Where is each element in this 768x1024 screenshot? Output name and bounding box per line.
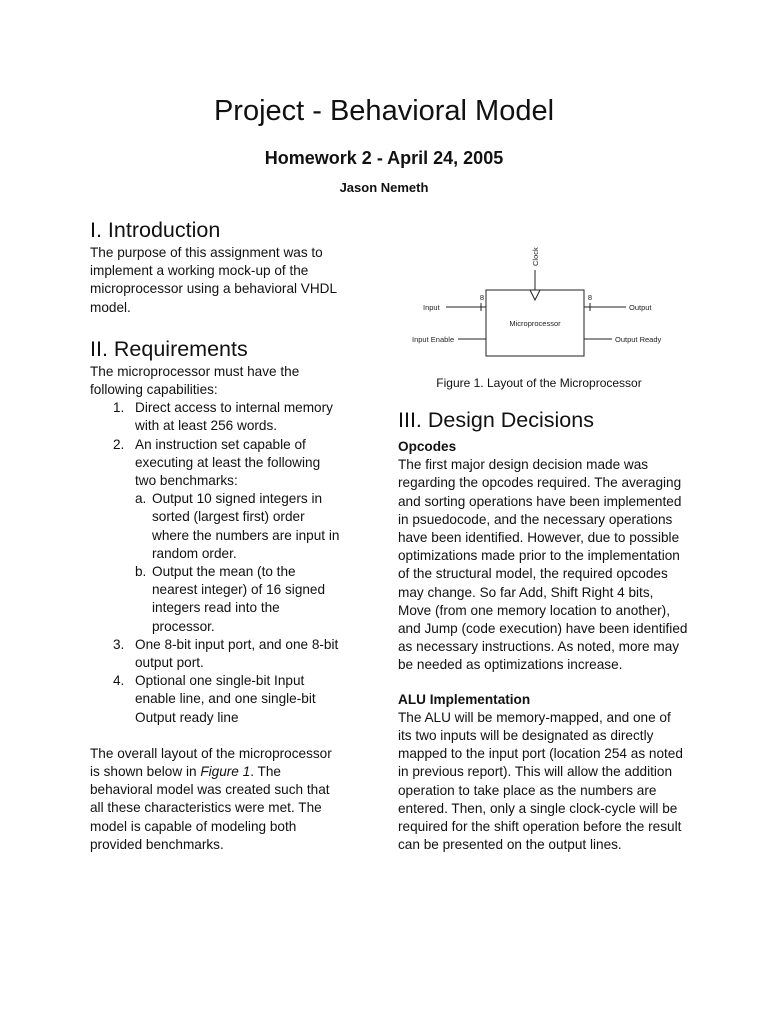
author-name: Jason Nemeth bbox=[339, 180, 429, 195]
intro-heading: I. Introduction bbox=[90, 218, 221, 242]
requirements-lead: The microprocessor must have the following capabilities: bbox=[90, 363, 300, 398]
figure-reference: Figure 1 bbox=[200, 764, 251, 780]
requirements-heading: II. Requirements bbox=[90, 336, 248, 361]
left-column bbox=[90, 216, 340, 854]
alu-text: The ALU will be memory-mapped, and one of its two inputs will be designated as directly mapped to the input port (location 254 as noted in previous report). This will allow the addition operation to take place as the numbers are entered. Then, only a single clock-cycle will be required for the shift operation before the result can be presented on the output lines. bbox=[398, 709, 683, 853]
list-item: a. Output 10 signed integers in sorted (largest first) order where the numbers are input in random order. bbox=[135, 491, 340, 561]
opcodes-text: The first major design decision made was regarding the opcodes required. The averaging and sorting operations have been implemented in psuedocode, and the necessary operations have been identified. However, due to possible optimizations made prior to the implementation of the structural model, the required opcodes may change. So far Add, Shift Right 4 bits, Move (from one memory location to another), and Jump (code execution) have been identified as necessary instructions. As noted, more may be needed as optimizations increase. bbox=[398, 457, 688, 673]
clock-label: Clock bbox=[531, 247, 540, 266]
input-label: Input bbox=[423, 303, 440, 312]
input-enable-label: Input Enable bbox=[412, 335, 455, 344]
document-title: Project - Behavioral Model bbox=[213, 95, 555, 127]
list-item: 1. Direct access to internal memory with at least 256 words. bbox=[113, 400, 333, 434]
alu-heading: ALU Implementation bbox=[398, 691, 531, 707]
output-bus-width: 8 bbox=[587, 293, 593, 302]
list-item: b. Output the mean (to the nearest integer) of 16 signed integers read into the processor. bbox=[135, 564, 326, 634]
requirements-list bbox=[90, 399, 340, 727]
output-label: Output bbox=[629, 303, 652, 312]
document-subtitle: Homework 2 - April 24, 2005 bbox=[264, 148, 504, 168]
list-item: 2. An instruction set capable of executing at least the following two benchmarks: bbox=[113, 436, 321, 489]
microprocessor-diagram bbox=[398, 240, 688, 390]
output-ready-label: Output Ready bbox=[615, 335, 662, 344]
overall-layout-text: The overall layout of the microprocessor is shown below in Figure 1. The behavioral model was created such that all these characteristics were met. The model is capable of modeling both provided benchmarks. bbox=[90, 745, 332, 852]
design-heading: III. Design Decisions bbox=[398, 408, 594, 432]
diagram-svg bbox=[398, 240, 688, 370]
opcodes-heading: Opcodes bbox=[398, 439, 457, 454]
right-column bbox=[398, 240, 688, 854]
input-bus-width: 8 bbox=[479, 293, 485, 302]
block-label: Microprocessor bbox=[509, 319, 561, 328]
list-item: 3. One 8-bit input port, and one 8-bit output port. bbox=[113, 636, 339, 671]
list-item: 4. Optional one single-bit Input enable line, and one single-bit Output ready line bbox=[113, 673, 316, 725]
figure-caption: Figure 1. Layout of the Microprocessor bbox=[436, 376, 642, 390]
intro-text: The purpose of this assignment was to implement a working mock-up of the microprocessor using a behavioral VHDL model. bbox=[90, 245, 337, 315]
